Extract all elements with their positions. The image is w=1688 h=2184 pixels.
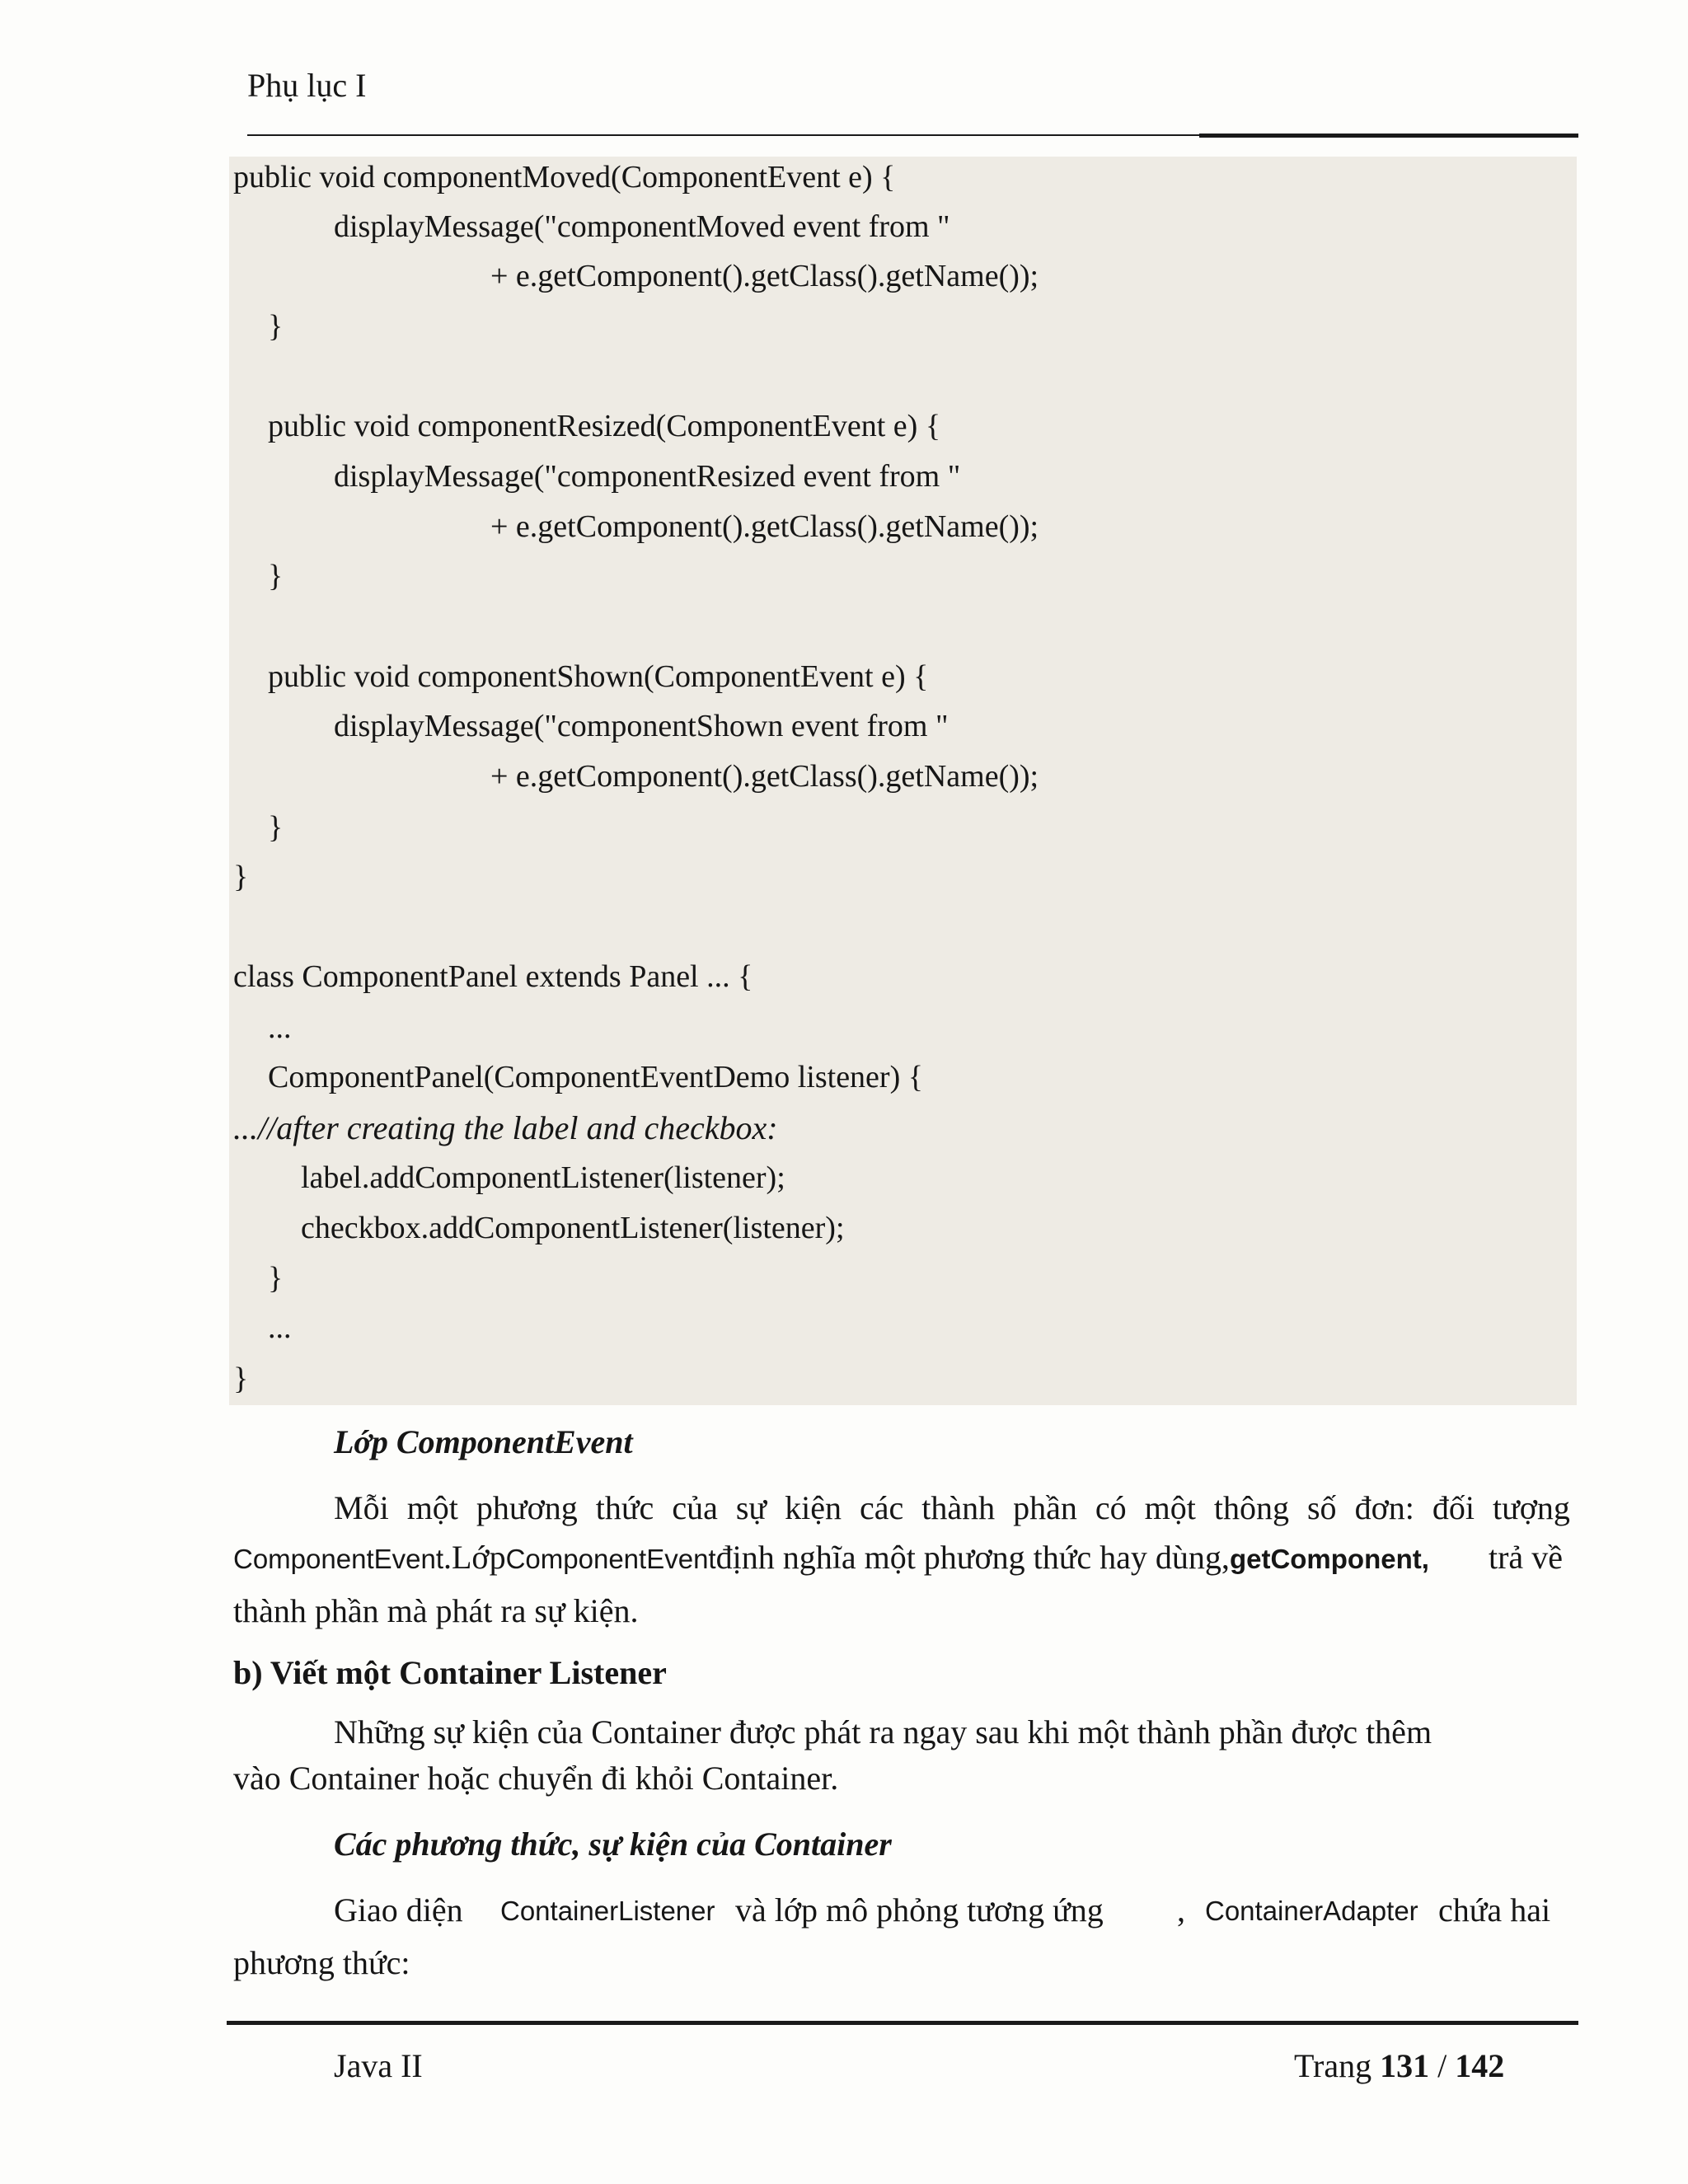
text: và lớp mô phỏng tương ứng — [735, 1891, 1104, 1929]
code-line: class ComponentPanel extends Panel ... { — [233, 959, 753, 994]
text: định nghĩa một phương thức hay dùng, — [715, 1539, 1230, 1576]
text: Giao diện — [334, 1891, 463, 1929]
paragraph-line: vào Container hoặc chuyển đi khỏi Container. — [233, 1760, 839, 1797]
inline-code: ComponentEvent — [233, 1544, 443, 1574]
code-line: } — [268, 309, 284, 344]
header-rule-accent — [1199, 134, 1578, 138]
word: có — [1095, 1489, 1127, 1526]
code-line: label.addComponentListener(listener); — [301, 1160, 785, 1195]
code-line: displayMessage("componentShown event from " — [334, 709, 949, 743]
text: chứa hai — [1438, 1891, 1551, 1929]
word: thành — [921, 1489, 996, 1526]
paragraph-line: Những sự kiện của Container được phát ra ngay sau khi một thành phần được thêm — [334, 1713, 1432, 1750]
page-label: Trang — [1294, 2047, 1372, 2084]
section-heading: b) Viết một Container Listener — [233, 1654, 667, 1691]
inline-code: getComponent, — [1229, 1544, 1429, 1574]
word: tượng — [1492, 1489, 1570, 1526]
code-line: public void componentShown(ComponentEvent e) { — [268, 659, 929, 694]
word: một — [1144, 1489, 1196, 1526]
word: thông — [1213, 1489, 1289, 1526]
paragraph-line — [233, 1539, 1563, 1576]
word: đơn: — [1354, 1489, 1414, 1526]
text: , — [1177, 1891, 1185, 1929]
code-line: } — [268, 559, 284, 593]
header-title: Phụ lục I — [247, 67, 367, 104]
text: trả về — [1489, 1539, 1563, 1576]
code-line: public void componentMoved(ComponentEvent e) { — [233, 160, 896, 194]
code-line: checkbox.addComponentListener(listener); — [301, 1211, 845, 1245]
page-number — [1294, 2046, 1504, 2085]
code-line: displayMessage("componentResized event from " — [334, 459, 961, 494]
word: các — [859, 1489, 904, 1526]
word: Mỗi — [334, 1489, 389, 1526]
page-current: 131 — [1380, 2047, 1430, 2084]
word: kiện — [785, 1489, 842, 1526]
paragraph-line: thành phần mà phát ra sự kiện. — [233, 1592, 639, 1629]
word: phần — [1013, 1489, 1077, 1526]
word: số — [1306, 1489, 1337, 1526]
code-line: } — [268, 810, 284, 845]
paragraph-line — [334, 1891, 463, 1929]
section-heading: Lớp ComponentEvent — [334, 1423, 633, 1460]
word: phương — [476, 1489, 578, 1526]
code-line: ComponentPanel(ComponentEventDemo listener) { — [268, 1060, 923, 1094]
word: thức — [595, 1489, 654, 1526]
word: đối — [1432, 1489, 1475, 1526]
code-comment: ...//after creating the label and checkbox: — [233, 1109, 778, 1146]
code-line: } — [233, 1361, 249, 1396]
inline-code: ContainerListener — [500, 1896, 715, 1926]
code-line: ... — [268, 1010, 292, 1045]
code-line: displayMessage("componentMoved event from " — [334, 209, 950, 244]
word: của — [672, 1489, 718, 1526]
code-line: public void componentResized(ComponentEvent e) { — [268, 409, 941, 443]
text: .Lớp — [443, 1539, 506, 1576]
code-line: + e.getComponent().getClass().getName()); — [490, 759, 1039, 794]
code-line: + e.getComponent().getClass().getName()); — [490, 509, 1039, 544]
code-line: ... — [268, 1310, 292, 1345]
code-line: } — [233, 860, 249, 894]
word: sự — [735, 1489, 767, 1526]
footer-rule — [227, 2021, 1578, 2025]
footer-course-title: Java II — [334, 2047, 423, 2084]
paragraph-line — [334, 1489, 1570, 1526]
word: một — [406, 1489, 458, 1526]
page-total: 142 — [1455, 2047, 1505, 2084]
inline-code: ComponentEvent — [505, 1544, 716, 1574]
section-heading: Các phương thức, sự kiện của Container — [334, 1825, 892, 1863]
page-separator: / — [1437, 2047, 1447, 2084]
code-line: + e.getComponent().getClass().getName()); — [490, 259, 1039, 293]
inline-code: ContainerAdapter — [1205, 1896, 1418, 1926]
paragraph-line: phương thức: — [233, 1944, 410, 1981]
code-line: } — [268, 1261, 284, 1296]
